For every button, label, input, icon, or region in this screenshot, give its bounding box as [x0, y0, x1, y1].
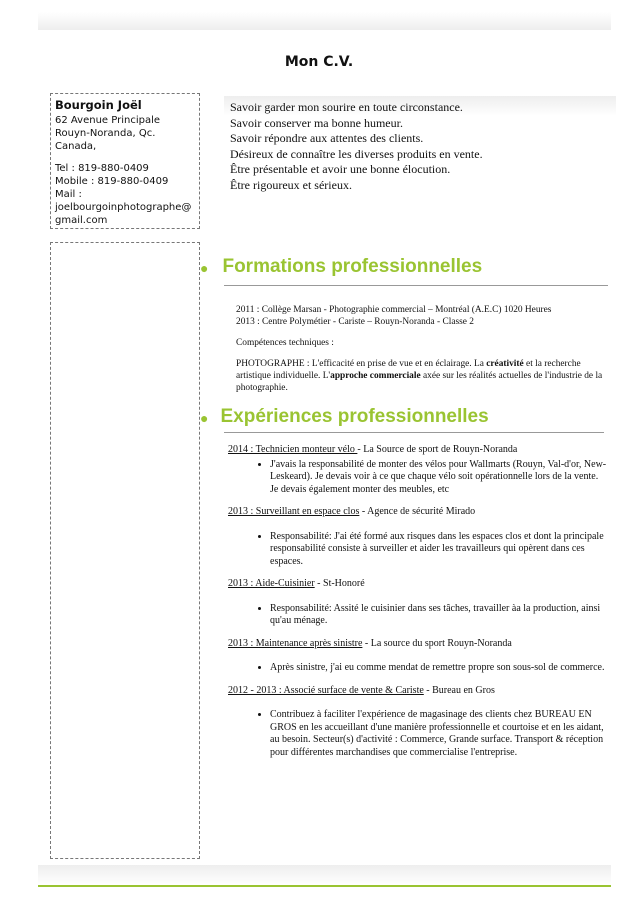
contact-box [50, 93, 200, 229]
contact-mail: joelbourgoinphotographe@gmail.com [55, 202, 192, 226]
experiences-heading-text: Expériences professionnelles [220, 406, 489, 427]
experience-title-underlined: 2012 - 2013 : Associé surface de vente & Cariste [228, 684, 424, 696]
contact-mail-label: Mail : [55, 189, 82, 200]
formations-content [236, 304, 606, 394]
competences-text-part: et la recherche artistique individuelle. L' [236, 359, 581, 381]
section-rule [224, 285, 608, 286]
contact-name: Bourgoin Joël [55, 98, 142, 112]
experience-employer: - La Source de sport de Rouyn-Noranda [357, 444, 518, 455]
summary-line: Savoir garder mon sourire en toute circonstance. [230, 100, 463, 114]
experience-title-underlined: 2014 : Technicien monteur vélo [228, 444, 358, 455]
contact-tel: Tel : 819-880-0409 [55, 163, 149, 174]
experience-item [228, 444, 608, 496]
formation-line: 2011 : Collège Marsan - Photographie commercial – Montréal (A.E.C) 1020 Heures [236, 305, 552, 315]
formation-line: 2013 : Centre Polymétier - Cariste – Rouyn-Noranda - Classe 2 [236, 317, 474, 327]
top-border [38, 12, 611, 30]
experience-employer: - St-Honoré [314, 578, 365, 589]
page-title: Mon C.V. [284, 54, 354, 70]
summary-line: Être présentable et avoir une bonne élocution. [230, 162, 451, 176]
formations-heading-text: Formations professionnelles [222, 256, 483, 277]
experience-bullet: • Responsabilité: J'ai été formé aux risques dans les espaces clos et dont la principale responsabilité consiste à surveiller et aider les travailleurs qui opèrent dans ces espaces. [270, 531, 608, 569]
competences-label: Compétences techniques : [236, 338, 334, 348]
experience-title [228, 638, 608, 651]
experience-bullet: • Après sinistre, j'ai eu comme mendat de remettre propre son sous-sol de commerce. [270, 662, 608, 675]
summary-box [224, 96, 616, 220]
competences-text [236, 358, 606, 394]
summary-line: Être rigoureux et sérieux. [230, 177, 352, 192]
experience-title-underlined: 2013 : Maintenance après sinistre [228, 637, 363, 649]
experience-bullet: • Responsabilité: Assité le cuisinier dans ses tâches, travailler àa la production, ainsi qu'au ménage. [270, 603, 608, 628]
contact-address-line: Rouyn-Noranda, Qc. [55, 128, 156, 139]
experience-title-underlined: 2013 : Surveillant en espace clos [228, 506, 360, 517]
bullet-dot-icon: ● [200, 260, 209, 276]
bottom-border [38, 865, 611, 887]
bullet-dot-icon: ● [200, 410, 209, 426]
experience-item [228, 578, 608, 628]
summary-line: Désireux de connaître les diverses produits en vente. [230, 146, 483, 161]
experience-item [228, 506, 608, 568]
experience-employer: - La source du sport Rouyn-Noranda [362, 637, 512, 649]
experience-item [228, 685, 608, 760]
experience-title [228, 444, 608, 457]
experience-employer: - Agence de sécurité Mirado [359, 506, 476, 517]
experience-bullet: • J'avais la responsabilité de monter des vélos pour Wallmarts (Rouyn, Val-d'or, New-Leskeard). Je devais voir à ce que chaque vélo soit opérationnelle lors de la vente. Je devais également monter des meubles, etc [270, 459, 608, 497]
contact-mobile: Mobile : 819-880-0409 [55, 176, 169, 187]
competences-text-part: PHOTOGRAPHE : L'efficacité en prise de vue et en éclairage. La [236, 359, 487, 369]
summary-line: Savoir répondre aux attentes des clients. [230, 131, 424, 145]
contact-address-line: 62 Avenue Principale [55, 115, 160, 126]
formations-heading [200, 256, 482, 278]
experiences-heading [200, 406, 489, 428]
summary-line: Savoir conserver ma bonne humeur. [230, 115, 403, 130]
experiences-content [228, 444, 608, 769]
side-box [50, 242, 200, 859]
competences-bold: approche commerciale [330, 371, 421, 381]
experience-title [228, 506, 608, 519]
experience-title-underlined: 2013 : Aide-Cuisinier [228, 578, 315, 589]
experience-title [228, 578, 608, 591]
section-rule [224, 432, 604, 433]
experience-employer: - Bureau en Gros [423, 684, 495, 696]
experience-item [228, 638, 608, 675]
experience-bullet: • Contribuez à faciliter l'expérience de magasinage des clients chez BUREAU EN GROS en les accueillant d'une manière professionnelle et courtoise et en les aidant, au besoin. Secteur(s) d'activité : Commerce, Grande surface. Transport & réception pour différentes marchandises que commercialise l'entreprise. [270, 709, 608, 759]
competences-bold: créativité [486, 359, 524, 369]
experience-title [228, 685, 608, 698]
competences-text-part: axée sur les réalités actuelles de l'industrie de la photographie. [236, 371, 603, 393]
contact-address-line: Canada, [55, 141, 97, 152]
